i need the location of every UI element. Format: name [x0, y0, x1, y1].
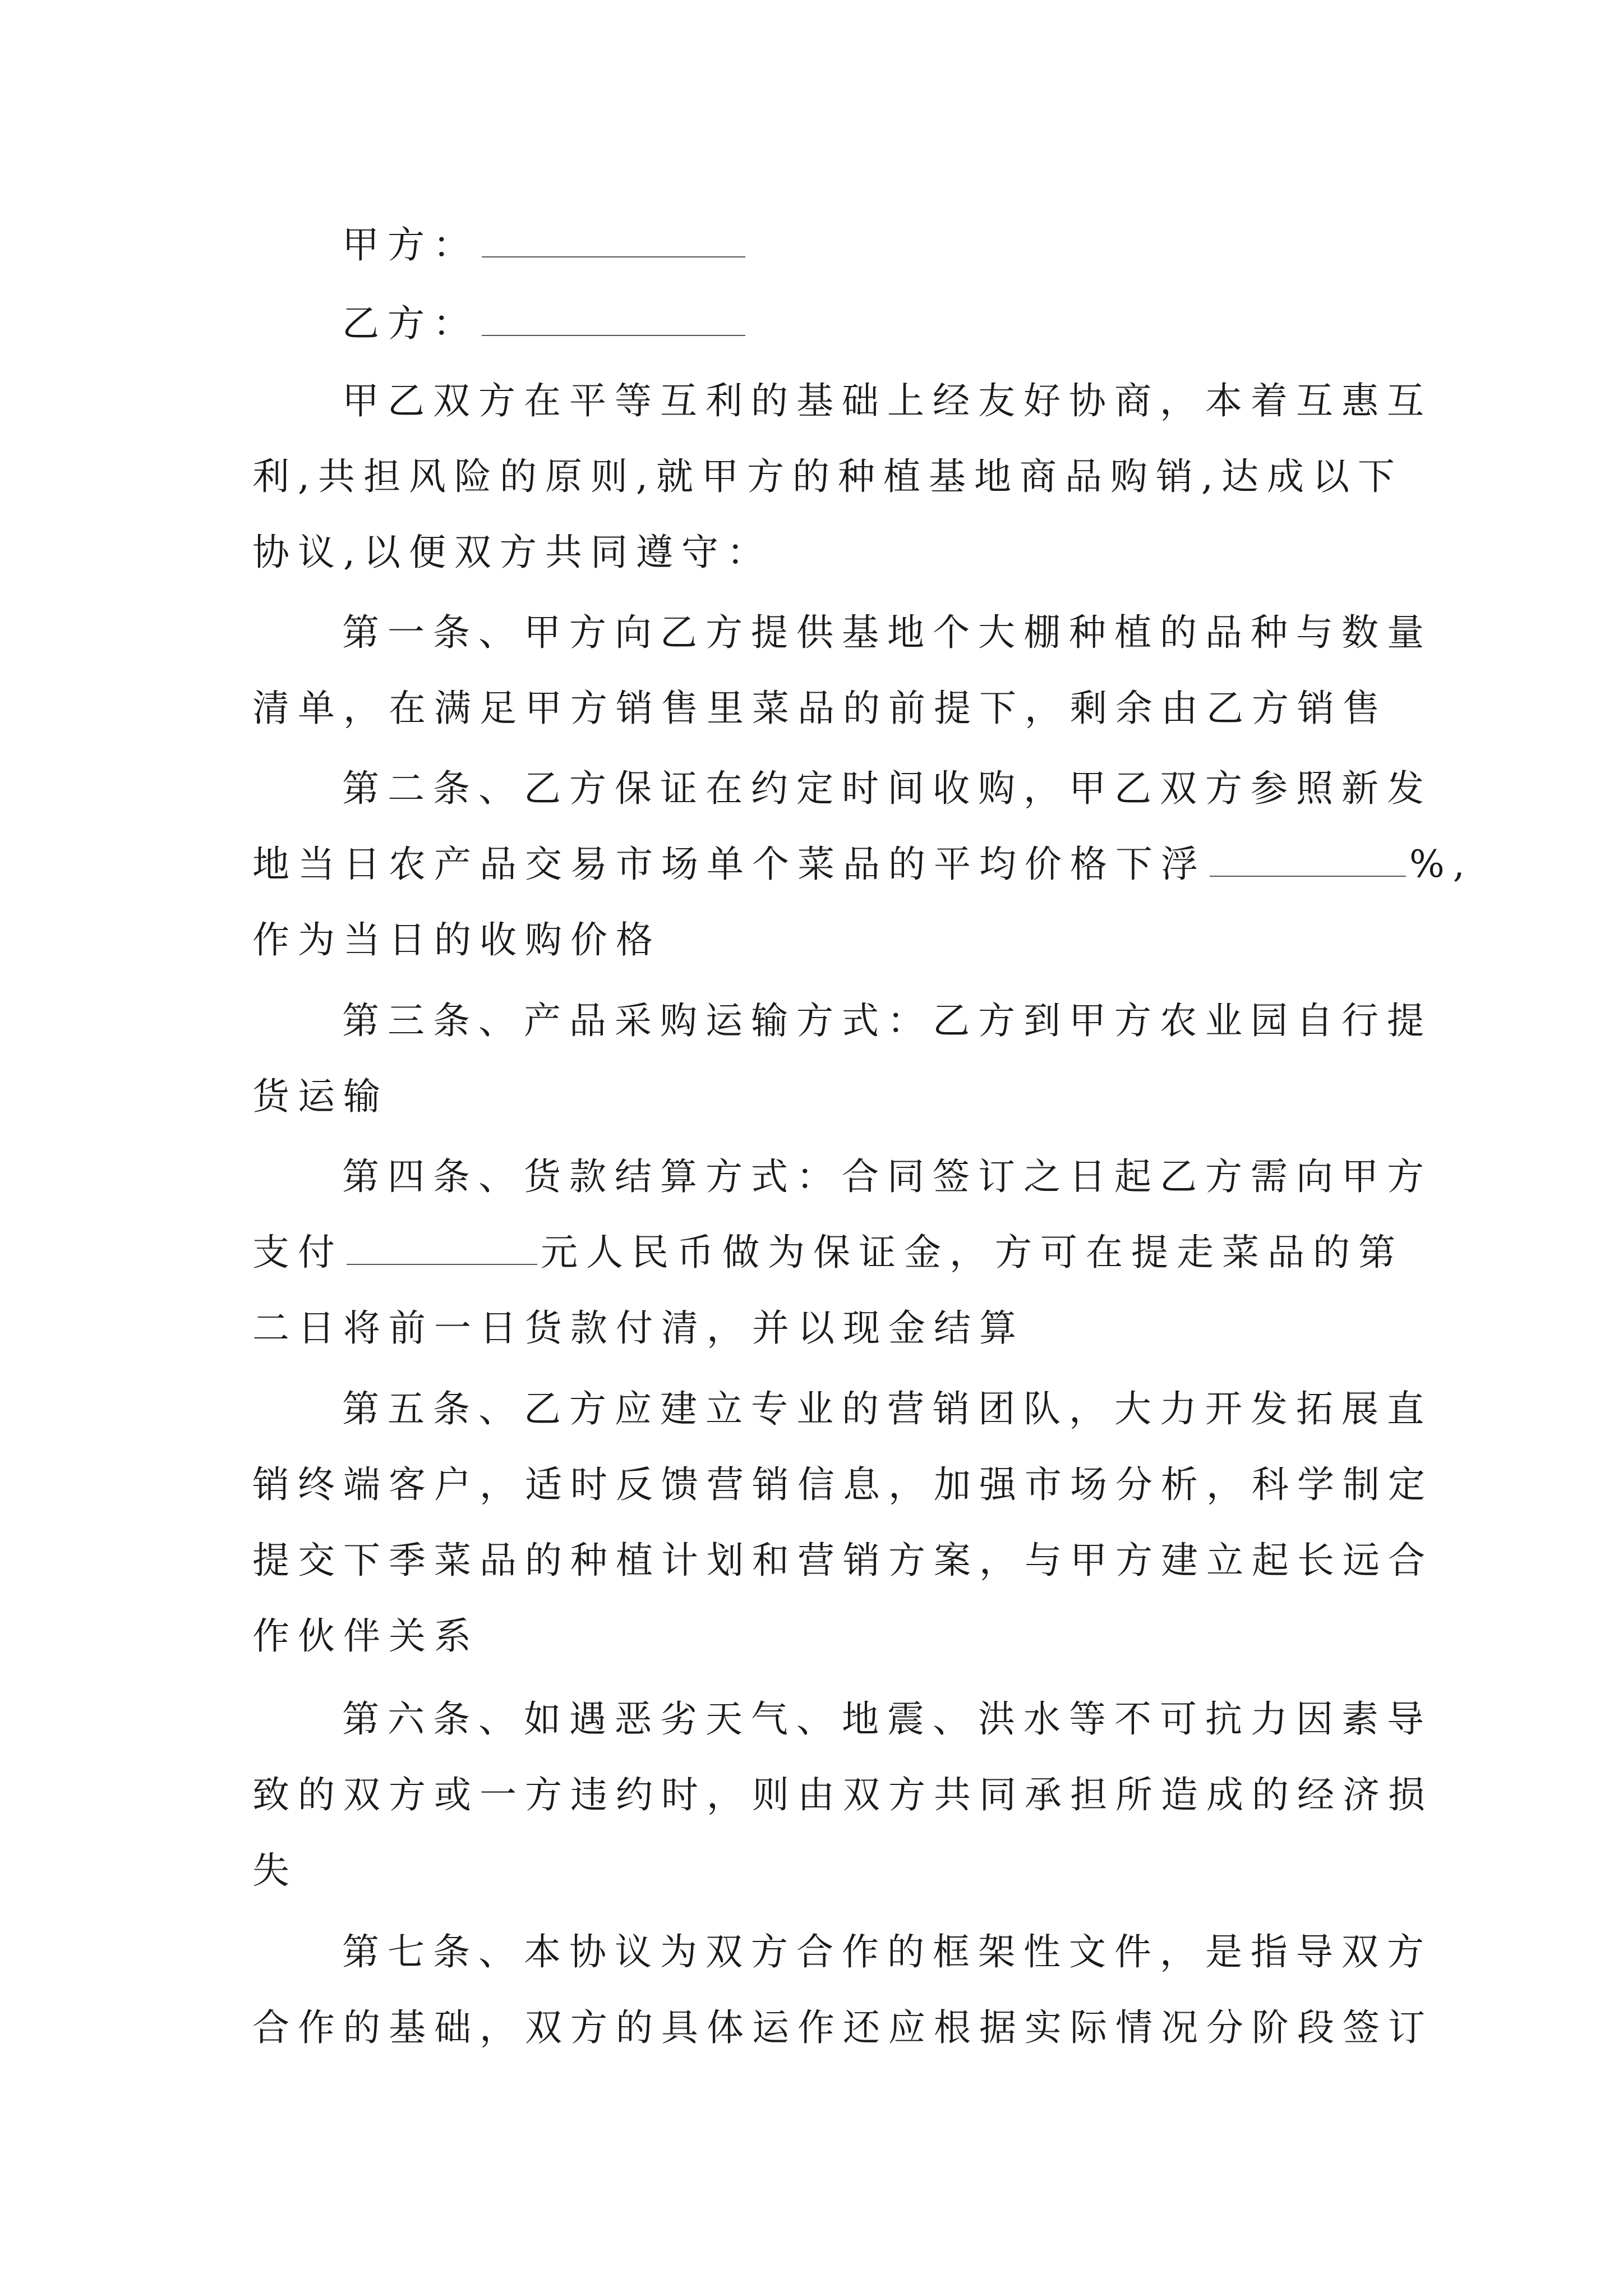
intro-line: 利,共担风险的原则,就甲方的种植基地商品购销,达成以下 [252, 455, 1403, 498]
article-2-percent: %, [1409, 843, 1473, 886]
article-4-line: 第四条、货款结算方式：合同签订之日起乙方需向甲方 [342, 1155, 1432, 1198]
deposit-blank [347, 1231, 537, 1265]
article-4-line: 二日将前一日货款付清，并以现金结算 [252, 1306, 1025, 1350]
party-b-blank [482, 302, 745, 336]
article-2-text: 地当日农产品交易市场单个菜品的平均价格下浮 [252, 843, 1206, 886]
party-a-label: 甲方： [342, 223, 478, 266]
party-b-label: 乙方： [342, 302, 478, 345]
article-1-line: 清单，在满足甲方销售里菜品的前提下，剩余由乙方销售 [252, 687, 1388, 730]
article-3-line: 货运输 [252, 1075, 389, 1118]
article-4-text: 支付 [252, 1231, 343, 1274]
article-4-line [252, 1213, 1430, 1292]
article-5-line: 提交下季菜品的种植计划和营销方案，与甲方建立起长远合 [252, 1539, 1433, 1582]
article-4-text: 元人民币做为保证金，方可在提走菜品的第 [541, 1231, 1404, 1274]
article-5-line: 第五条、乙方应建立专业的营销团队，大力开发拓展直 [342, 1387, 1432, 1430]
article-6-line: 致的双方或一方违约时，则由双方共同承担所造成的经济损 [252, 1773, 1433, 1816]
article-3-line: 第三条、产品采购运输方式：乙方到甲方农业园自行提 [342, 999, 1432, 1042]
party-b-line [342, 284, 1430, 363]
party-a-line [342, 206, 1430, 284]
article-7-line: 第七条、本协议为双方合作的框架性文件，是指导双方 [342, 1930, 1432, 1973]
article-5-line: 作伙伴关系 [252, 1614, 479, 1658]
article-6-line: 第六条、如遇恶劣天气、地震、洪水等不可抗力因素导 [342, 1697, 1432, 1741]
article-6-line: 失 [252, 1849, 298, 1892]
article-5-line: 销终端客户，适时反馈营销信息，加强市场分析，科学制定 [252, 1463, 1433, 1506]
article-7-line: 合作的基础，双方的具体运作还应根据实际情况分阶段签订 [252, 2006, 1433, 2049]
article-2-line [252, 825, 1473, 904]
percent-blank [1210, 843, 1406, 877]
article-2-line: 作为当日的收购价格 [252, 918, 661, 961]
article-2-line: 第二条、乙方保证在约定时间收购，甲乙双方参照新发 [342, 767, 1432, 810]
article-1-line: 第一条、甲方向乙方提供基地个大棚种植的品种与数量 [342, 611, 1432, 654]
intro-line: 甲乙双方在平等互利的基础上经友好协商，本着互惠互 [342, 379, 1432, 422]
party-a-blank [482, 223, 745, 257]
intro-line: 协议,以便双方共同遵守： [252, 531, 772, 574]
